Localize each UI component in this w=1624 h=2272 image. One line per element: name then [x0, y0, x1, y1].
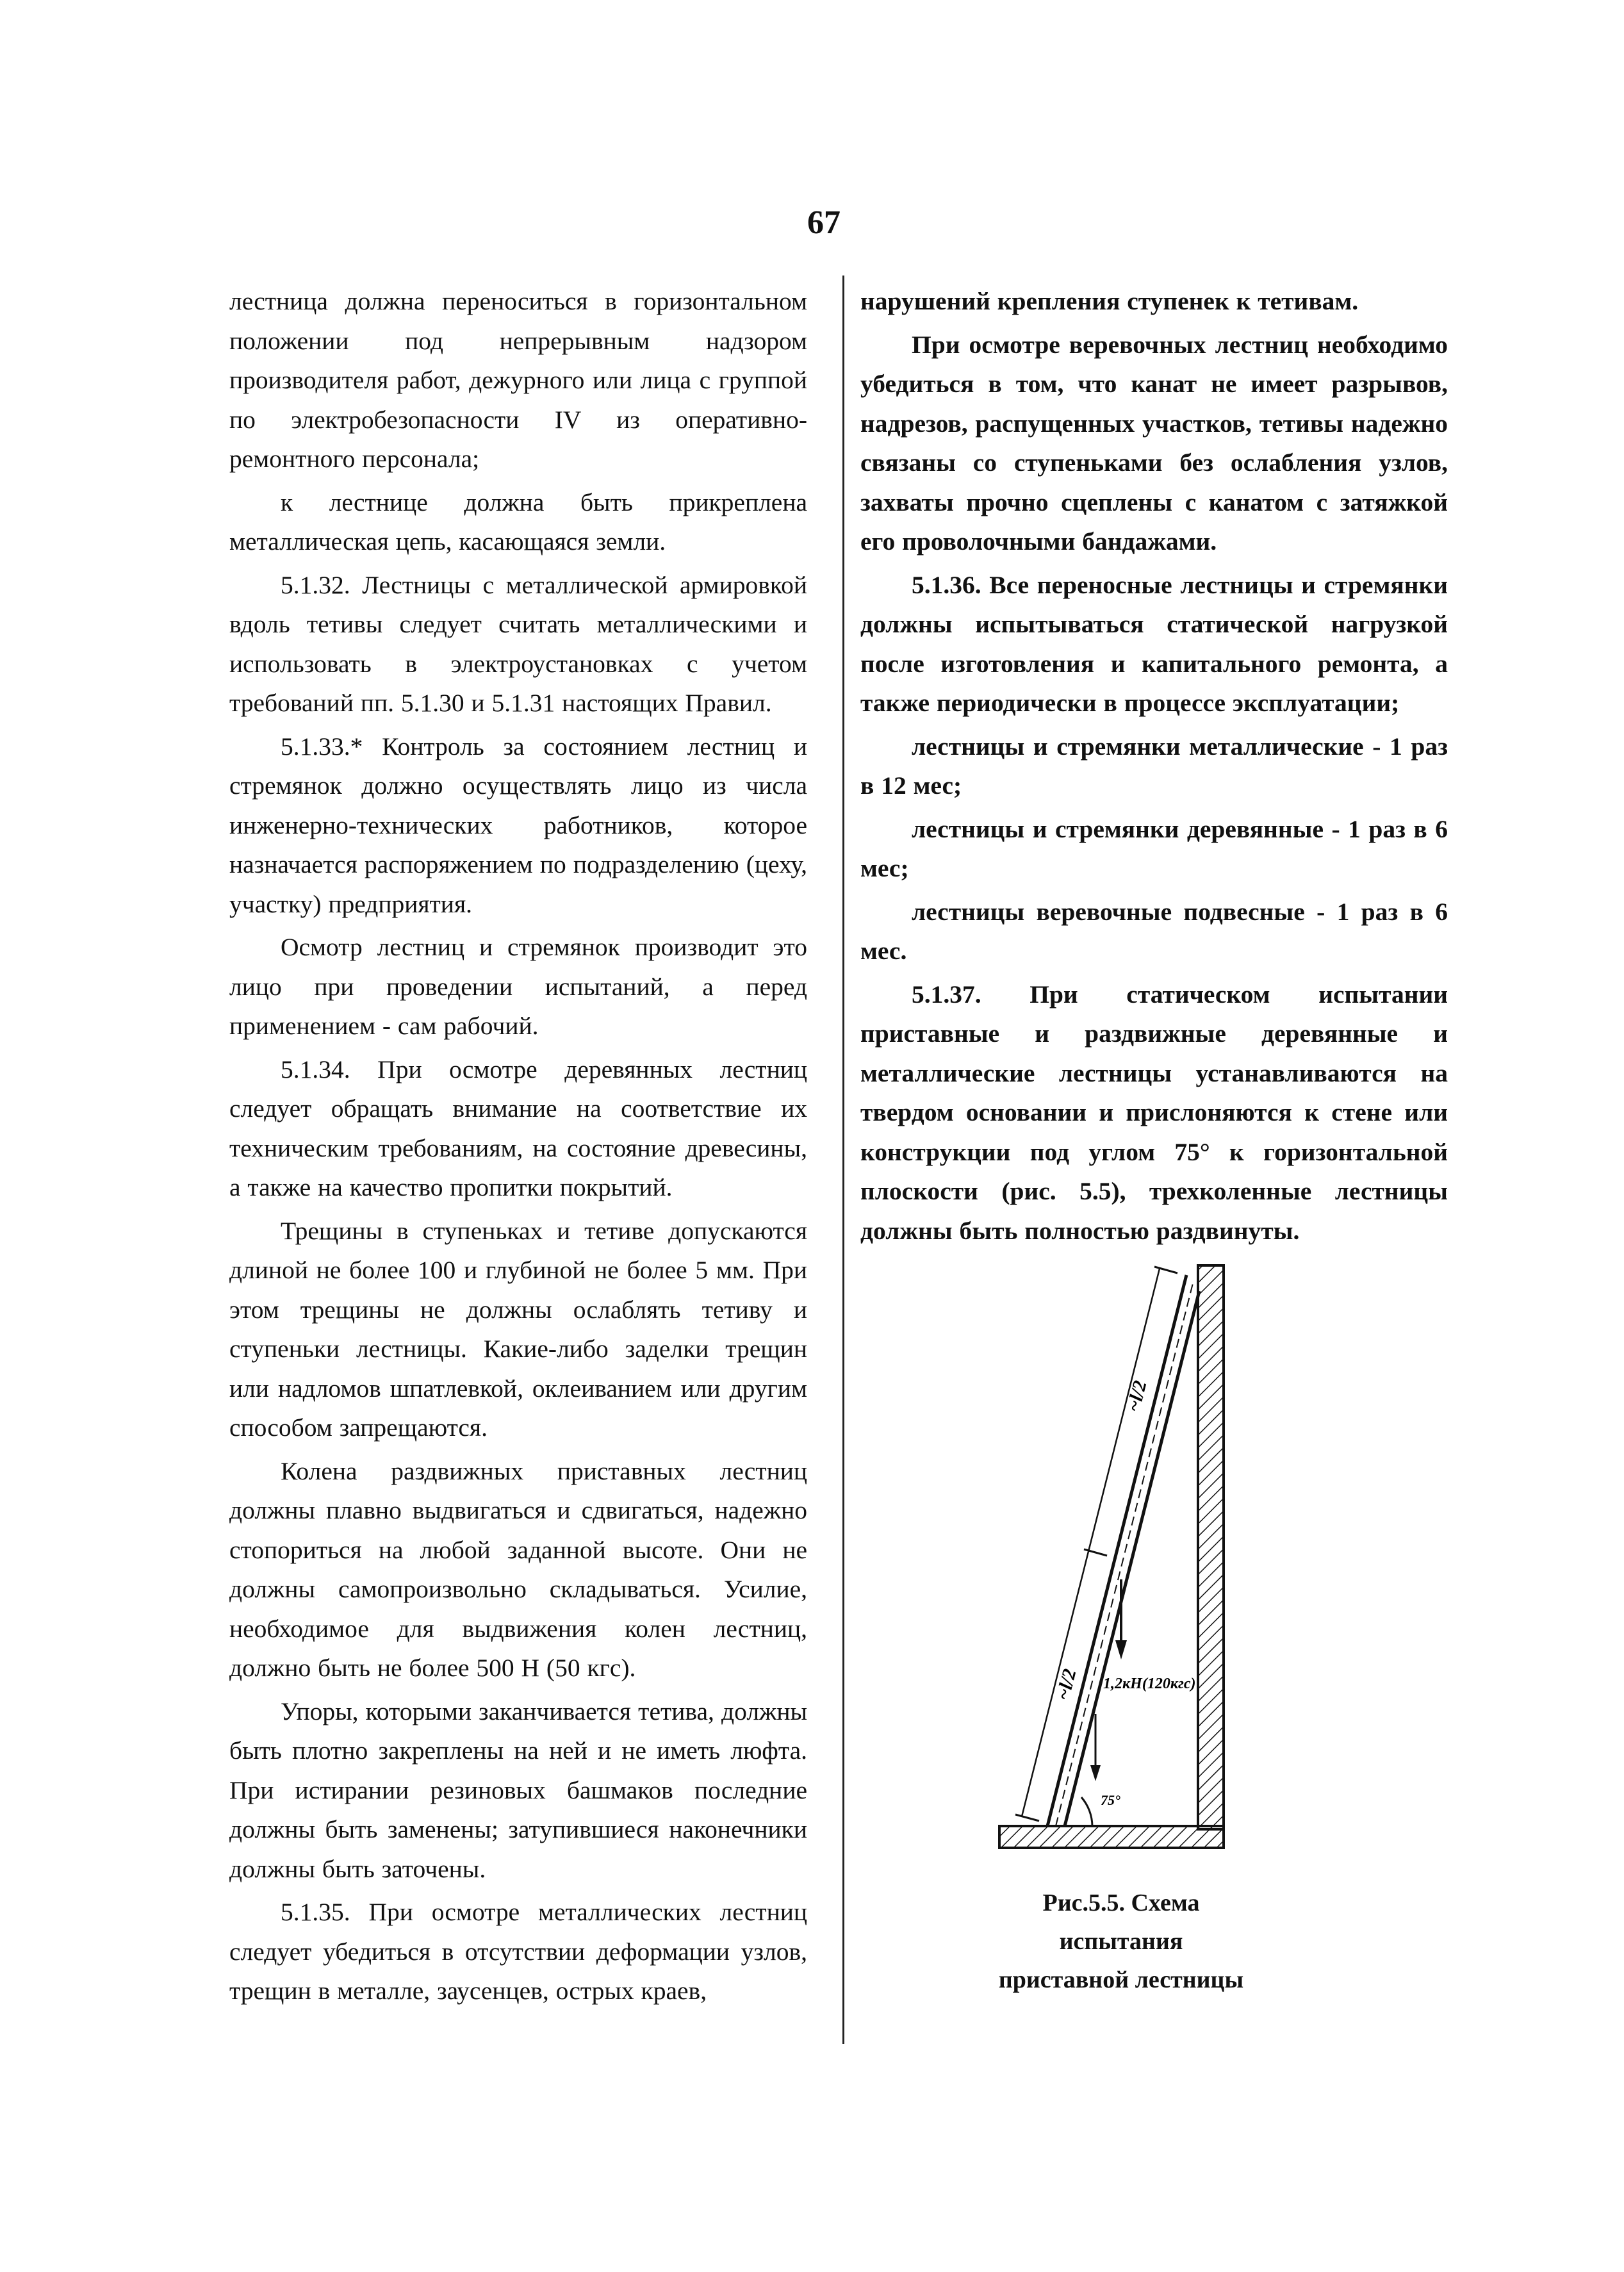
- load-arrowhead: [1115, 1640, 1127, 1659]
- caption-line: приставной лестницы: [998, 1966, 1244, 1993]
- figure-caption: [987, 1884, 1256, 1999]
- angle-label: 75°: [1101, 1792, 1120, 1808]
- page-number: 67: [807, 204, 841, 241]
- paragraph: лестницы веревочные подвесные - 1 раз в 6 мес.: [860, 897, 1448, 965]
- paragraph: нарушений крепления ступенек к тетивам.: [860, 287, 1359, 315]
- dimension-label-upper: ~l/2: [1122, 1378, 1151, 1414]
- paragraph: При осмотре веревочных лестниц необходимо убедиться в том, что канат не имеет разрывов, надрезов, распущенных участков, тетивы надежно связаны со ступеньками без ослабления узлов, захваты прочно сцеплены с канатом с затяжкой его проволочными бандажами.: [860, 330, 1448, 556]
- paragraph: Трещины в ступеньках и тетиве допускаются длиной не более 100 и глубиной не более 5 мм. При этом трещины не должны ослаблять тетиву и ступеньки лестницы. Какие-либо заделки трещин или надломов шпатлевкой, оклеиванием или другим способом запрещаются.: [229, 1216, 807, 1442]
- ground: [999, 1826, 1224, 1848]
- paragraph: 5.1.37. При статическом испытании приставные и раздвижные деревянные и металлические лестницы устанавливаются на твердом основании и прислоняются к стене или конструкции под углом 75° к горизонтальной плоскости (рис. 5.5), трехколенные лестницы должны быть полностью раздвинуты.: [860, 980, 1448, 1245]
- ladder-rail: [1047, 1275, 1186, 1826]
- dimension-tick: [1015, 1815, 1039, 1821]
- caption-line: Рис.5.5. Схема испытания: [1042, 1889, 1200, 1955]
- paragraph: Колена раздвижных приставных лестниц должны плавно выдвигаться и сдвигаться, надежно стопориться на любой заданной высоте. Они не должны самопроизвольно складываться. Усилие, необходимое для выдвижения колен лестниц, должно быть не более 500 Н (50 кгс).: [229, 1456, 807, 1682]
- paragraph: 5.1.35. При осмотре металлических лестниц следует убедиться в отсутствии деформации узлов, трещин в металле, заусенцев, острых краев,: [229, 1898, 807, 2005]
- ladder-test-diagram: [987, 1253, 1256, 1861]
- load-label: 1,2кН(120кгс): [1103, 1675, 1196, 1692]
- paragraph: Упоры, которыми заканчивается тетива, должны быть плотно закреплены на ней и не иметь люфта. При истирании резиновых башмаков последние должны быть заменены; затупившиеся наконечники должны быть заточены.: [229, 1697, 807, 1883]
- left-column: [229, 282, 807, 2015]
- ladder-rail: [1065, 1291, 1199, 1826]
- paragraph: 5.1.33.* Контроль за состоянием лестниц и стремянок должно осуществлять лицо из числа инженерно-технических работников, которое назначается распоряжением по подразделению (цеху, участку) предприятия.: [229, 732, 807, 918]
- paragraph: 5.1.36. Все переносные лестницы и стремянки должны испытываться статической нагрузкой после изготовления и капитального ремонта, а также периодически в процессе эксплуатации;: [860, 570, 1448, 717]
- right-column: [860, 282, 1448, 1255]
- column-divider: [842, 276, 844, 2044]
- wall: [1198, 1265, 1224, 1829]
- paragraph: 5.1.32. Лестницы с металлической армировкой вдоль тетивы следует считать металлическими и использовать в электроустановках с учетом требований пп. 5.1.30 и 5.1.31 настоящих Правил.: [229, 570, 807, 717]
- paragraph: лестницы и стремянки металлические - 1 раз в 12 мес;: [860, 732, 1448, 800]
- paragraph: лестница должна переноситься в горизонтальном положении под непрерывным надзором производителя работ, дежурного или лица с группой по электробезопасности IV из оперативно-ремонтного персонала;: [229, 287, 807, 473]
- paragraph: к лестнице должна быть прикреплена металлическая цепь, касающаяся земли.: [229, 488, 807, 556]
- dimension-label-lower: ~l/2: [1052, 1667, 1081, 1702]
- paragraph: 5.1.34. При осмотре деревянных лестниц следует обращать внимание на соответствие их техническим требованиям, на состояние древесины, а также на качество пропитки покрытий.: [229, 1055, 807, 1201]
- paragraph: лестницы и стремянки деревянные - 1 раз в 6 мес;: [860, 814, 1448, 882]
- dimension-line: [1022, 1269, 1160, 1816]
- ladder-centerline: [1056, 1283, 1193, 1826]
- angle-arc: [1081, 1797, 1092, 1826]
- paragraph: Осмотр лестниц и стремянок производит это лицо при проведении испытаний, а перед применением - сам рабочий.: [229, 933, 807, 1040]
